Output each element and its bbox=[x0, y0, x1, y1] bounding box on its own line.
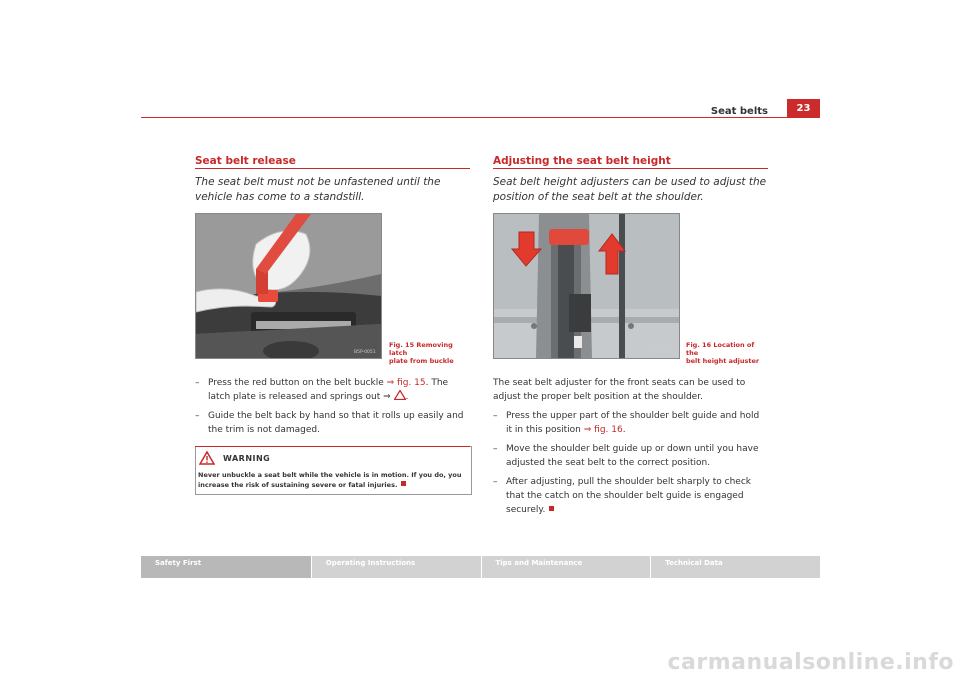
figure-15-image bbox=[195, 213, 382, 359]
section-intro: Seat belt height adjusters can be used to adjust the position of the seat belt at the shoulder. bbox=[493, 176, 767, 203]
caption-line: Fig. 15 Removing latch bbox=[389, 341, 453, 357]
section-intro: The seat belt must not be unfastened until the vehicle has come to a standstill. bbox=[195, 176, 441, 203]
end-of-section-mark bbox=[401, 481, 406, 486]
section-heading-release: Seat belt release bbox=[195, 155, 296, 167]
section-rule bbox=[195, 168, 470, 169]
end-of-section-mark bbox=[549, 506, 554, 511]
figure-code: B5P-0051 bbox=[354, 350, 376, 355]
running-header-title: Seat belts bbox=[710, 106, 768, 117]
figure-16-image bbox=[493, 213, 680, 359]
warning-text: Never unbuckle a seat belt while the vehicle is in motion. If you do, you increase the risk of sustaining severe or fatal injuries. bbox=[198, 471, 462, 489]
watermark: carmanualsonline.info bbox=[667, 650, 954, 675]
section-rule bbox=[493, 168, 768, 169]
figure-16-caption bbox=[686, 341, 766, 365]
warning-title: WARNING bbox=[223, 454, 271, 463]
adjust-steps bbox=[493, 376, 768, 517]
release-steps bbox=[195, 376, 470, 437]
page-number: 23 bbox=[787, 99, 820, 118]
header-rule bbox=[141, 117, 820, 118]
list-item: – Guide the belt back by hand so that it rolls up easily and the trim is not damaged. bbox=[195, 411, 464, 435]
footer-tab-technical-data[interactable]: Technical Data bbox=[651, 556, 820, 578]
list-item: – After adjusting, pull the shoulder belt sharply to check that the catch on the shoulder belt guide is engaged securely. bbox=[493, 477, 751, 515]
caption-line: plate from buckle bbox=[389, 357, 454, 365]
figure-15-caption bbox=[389, 341, 469, 365]
caption-line: Fig. 16 Location of the bbox=[686, 341, 755, 357]
list-item: – Move the shoulder belt guide up or down until you have adjusted the seat belt to the correct position. bbox=[493, 444, 759, 468]
footer-nav bbox=[141, 556, 820, 578]
warning-triangle-icon bbox=[394, 390, 406, 400]
buckle-illustration bbox=[196, 214, 381, 358]
paragraph: The seat belt adjuster for the front seats can be used to adjust the proper belt position at the shoulder. bbox=[493, 378, 746, 402]
section-heading-height: Adjusting the seat belt height bbox=[493, 155, 671, 167]
list-item: – Press the red button on the belt buckle ⇒ fig. 15. The latch plate is released and springs out ⇒ . bbox=[195, 378, 449, 402]
list-item: – Press the upper part of the shoulder belt guide and hold it in this position ⇒ fig. 16. bbox=[493, 411, 760, 435]
footer-tab-tips-maintenance[interactable]: Tips and Maintenance bbox=[482, 556, 651, 578]
footer-tab-operating-instructions[interactable]: Operating Instructions bbox=[312, 556, 481, 578]
figure-16-link[interactable]: ⇒ fig. 16 bbox=[583, 425, 623, 435]
warning-top-rule bbox=[195, 446, 470, 447]
figure-15-link[interactable]: ⇒ fig. 15 bbox=[386, 378, 426, 388]
warning-triangle-icon bbox=[199, 451, 215, 465]
footer-tab-safety-first[interactable]: Safety First bbox=[141, 556, 311, 578]
figure-code: B6L-0001 bbox=[654, 350, 676, 355]
height-adjuster-illustration bbox=[494, 214, 679, 358]
caption-line: belt height adjuster bbox=[686, 357, 760, 365]
